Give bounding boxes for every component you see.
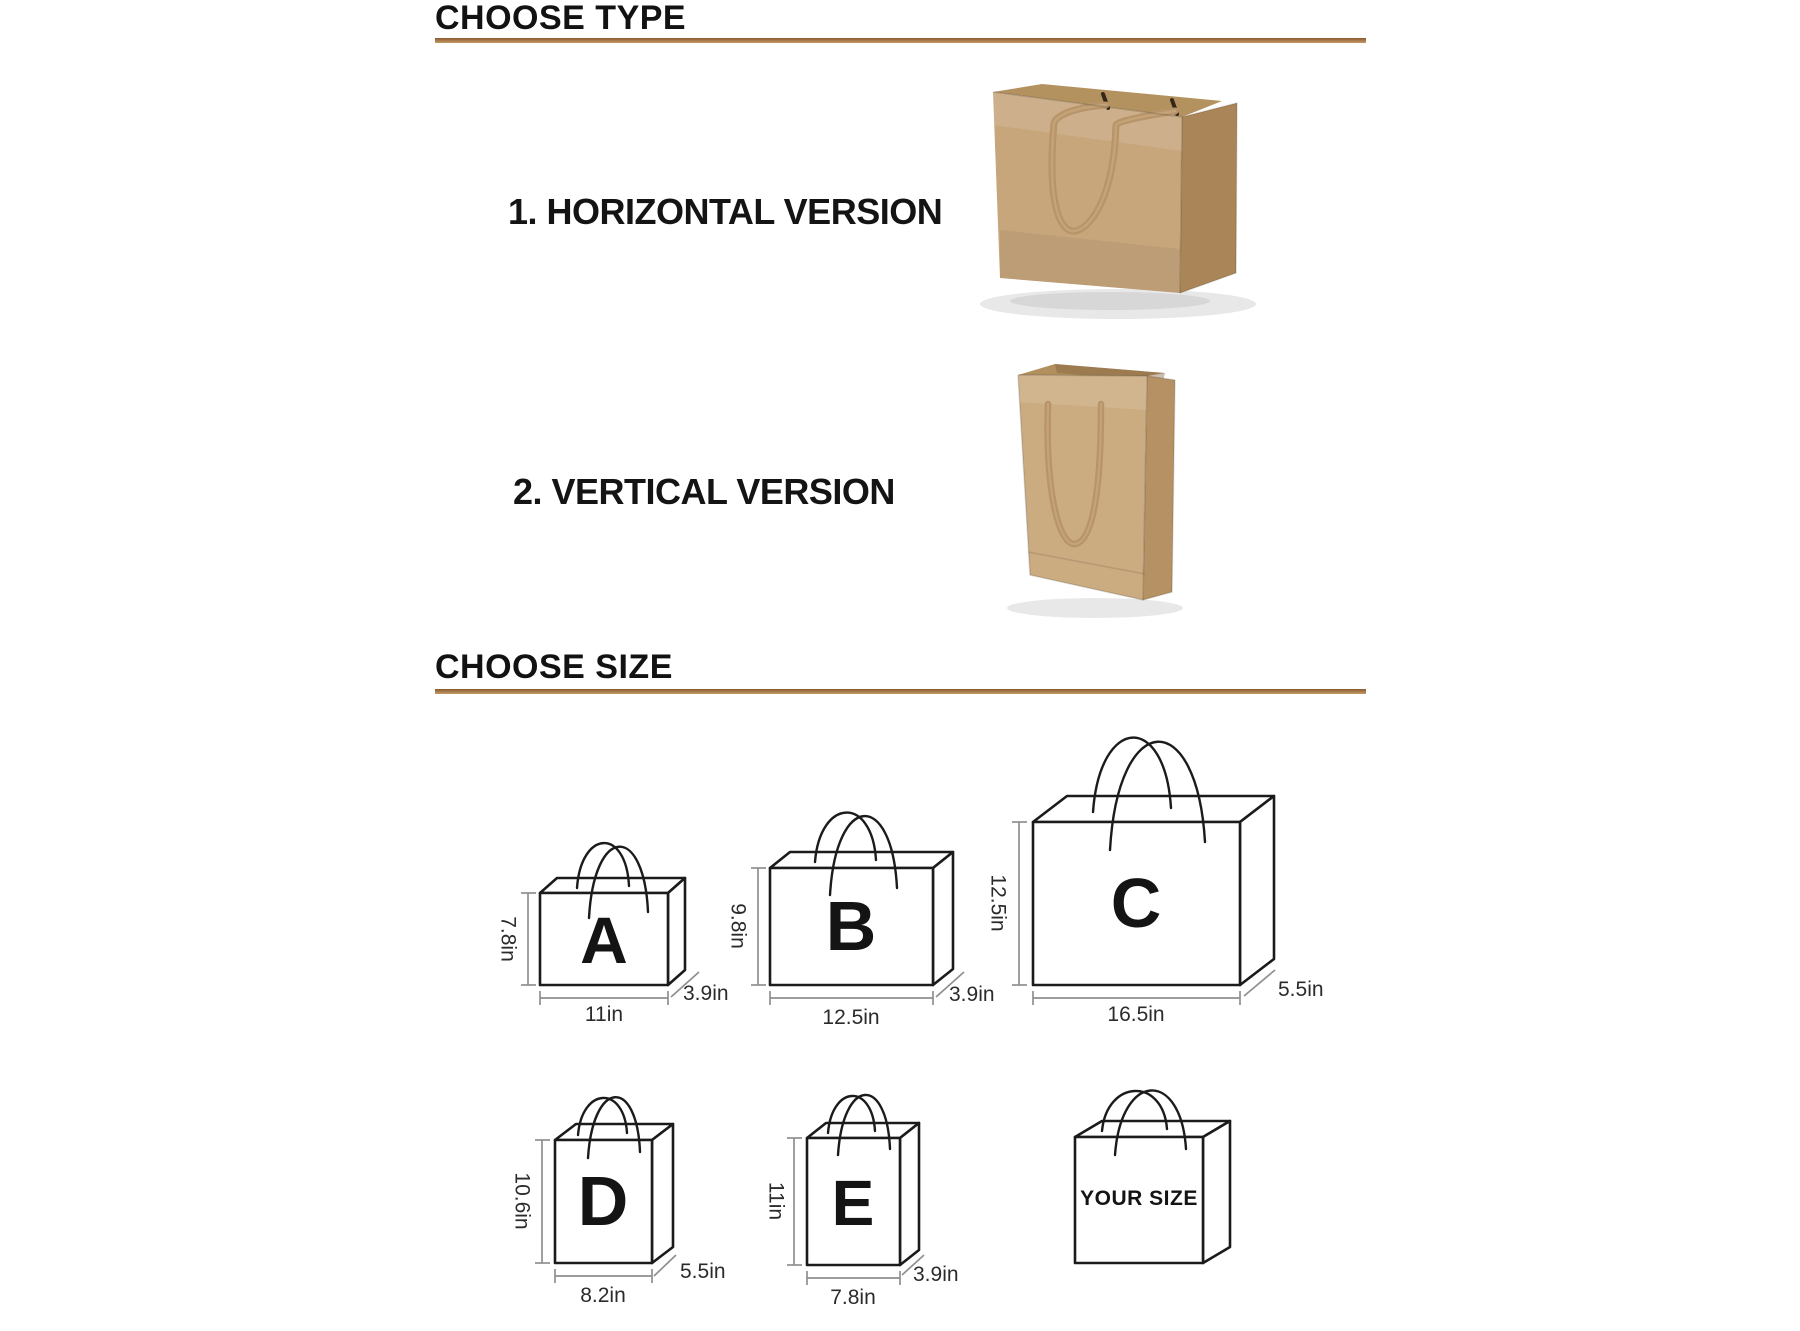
bag-letter: A (580, 903, 628, 977)
height-label: 7.8in (496, 916, 520, 962)
bag-side (900, 1123, 919, 1265)
bag-letter: B (825, 887, 877, 965)
option-horizontal-label: 1. HORIZONTAL VERSION (508, 191, 943, 232)
width-label: 7.8in (830, 1286, 876, 1309)
height-label: 11in (764, 1181, 788, 1221)
depth-label: 3.9in (683, 982, 729, 1005)
width-label: 8.2in (580, 1284, 626, 1307)
choose-type-divider (435, 38, 1366, 43)
bag-letter: D (577, 1162, 629, 1240)
depth-label: 5.5in (680, 1260, 726, 1283)
width-label: 11in (584, 1003, 624, 1026)
height-label: 12.5in (986, 874, 1010, 932)
option-vertical-label: 2. VERTICAL VERSION (513, 471, 895, 512)
bag-shadow-core (1010, 292, 1210, 310)
vertical-bag-photo (995, 350, 1195, 620)
depth-label: 5.5in (1278, 978, 1324, 1001)
bag-side (933, 852, 953, 985)
bag-side-panel (1143, 376, 1175, 600)
bag-side (668, 878, 685, 985)
depth-label: 3.9in (913, 1263, 959, 1286)
bag-top (1033, 796, 1274, 822)
bag-side (652, 1124, 673, 1263)
bag-top (540, 878, 685, 893)
size-diagram-d (500, 1065, 750, 1325)
size-diagram-c (975, 690, 1370, 1035)
bag-letter: C (1110, 864, 1162, 942)
width-label: 16.5in (1107, 1003, 1165, 1026)
bag-letter: E (831, 1167, 875, 1239)
your-size-label: YOUR SIZE (1080, 1187, 1198, 1210)
depth-label: 3.9in (949, 983, 995, 1006)
horizontal-bag-photo (970, 65, 1270, 330)
size-diagram-custom (1040, 1065, 1320, 1315)
choose-type-title: CHOOSE TYPE (435, 0, 687, 37)
size-diagram-e (760, 1065, 1000, 1325)
height-label: 10.6in (510, 1172, 534, 1230)
height-label: 9.8in (726, 903, 750, 949)
size-diagram-a (480, 800, 760, 1035)
bag-top (770, 852, 953, 868)
bag-side-panel (1180, 103, 1237, 293)
bag-side (1203, 1121, 1230, 1263)
choose-size-title: CHOOSE SIZE (435, 648, 673, 686)
bag-shadow (1007, 598, 1183, 618)
width-label: 12.5in (822, 1006, 880, 1029)
bag-side (1240, 796, 1274, 985)
